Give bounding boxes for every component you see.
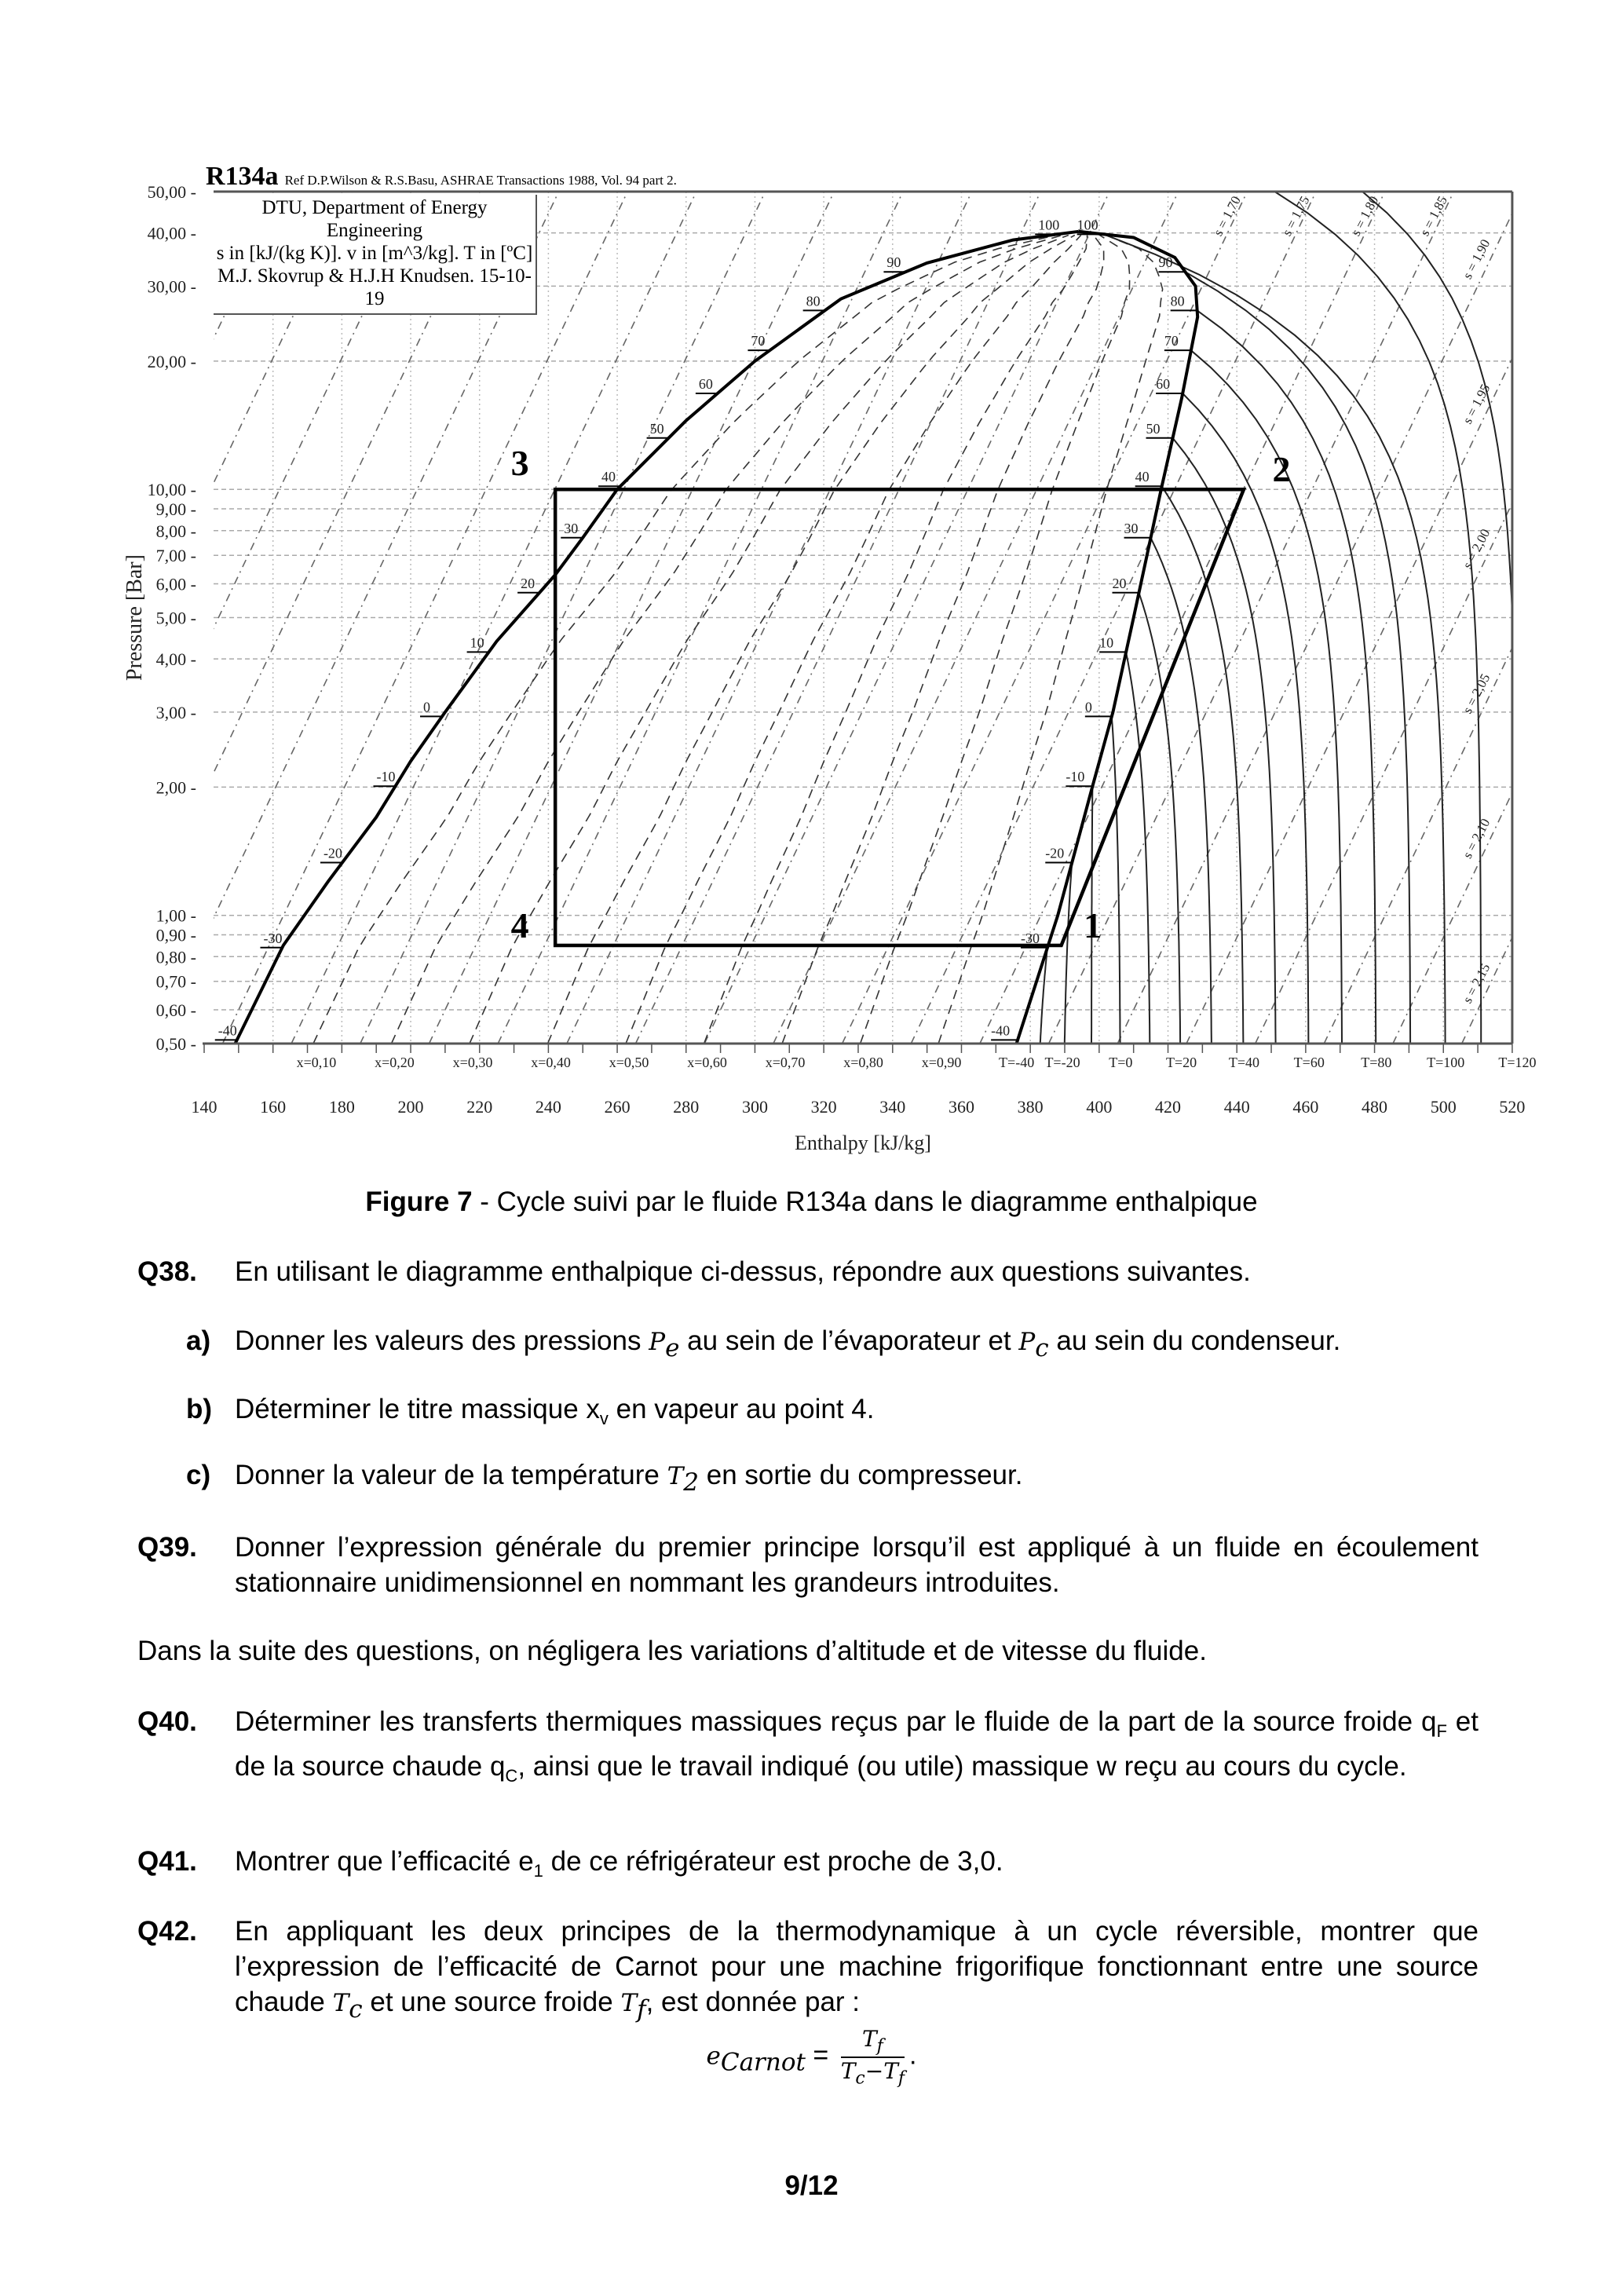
carnot-formula <box>0 2026 1623 2088</box>
y-tick-label: 5,00 - <box>155 608 196 628</box>
text: Donner les valeurs des pressions <box>235 1325 649 1356</box>
isentrope-label: s = 2,15 <box>1460 960 1493 1006</box>
formula-lhs-sub: Carnot <box>720 2048 806 2077</box>
y-tick-label: 0,90 - <box>155 925 196 945</box>
subquestion-a <box>235 1323 1479 1366</box>
isentrope-line <box>16 192 421 1044</box>
y-axis-label: Pressure [Bar] <box>122 554 147 681</box>
x-tick-label: 160 <box>260 1097 287 1117</box>
x-tick-label: 400 <box>1086 1097 1113 1117</box>
quality-label: x=0,60 <box>687 1055 727 1070</box>
isotherm-label: T=80 <box>1361 1055 1392 1070</box>
isentrope-line <box>223 192 628 1044</box>
text: en vapeur au point 4. <box>608 1394 875 1424</box>
liquid-temp-label: -30 <box>263 930 283 946</box>
liquid-temp-label: 50 <box>649 420 664 437</box>
quality-line <box>626 236 1081 1044</box>
x-tick-label: 420 <box>1155 1097 1182 1117</box>
liquid-temp-label: 90 <box>886 254 901 271</box>
text: Donner la valeur de la température <box>235 1460 667 1490</box>
symbol: T <box>861 2026 877 2052</box>
vapor-temp-label: 80 <box>1170 293 1185 309</box>
x-tick-label: 260 <box>604 1097 631 1117</box>
y-tick-label: 0,80 - <box>155 947 196 967</box>
liquid-temp-label: 30 <box>564 520 579 536</box>
cycle-point-label: 3 <box>510 443 529 484</box>
vapor-temp-label: 30 <box>1124 520 1139 536</box>
y-tick-label: 0,50 - <box>155 1034 196 1054</box>
isotherm-label: T=40 <box>1228 1055 1260 1070</box>
subscript: f <box>876 2036 883 2057</box>
text: Déterminer le titre massique x <box>235 1394 600 1424</box>
isotherm-label: T=20 <box>1165 1055 1197 1070</box>
text: , est donnée par : <box>645 1987 861 2017</box>
liquid-temp-label: 80 <box>806 293 821 309</box>
subscript: f <box>897 2068 905 2089</box>
vapor-temp-label: 40 <box>1135 469 1150 485</box>
saturated-liquid-curve <box>236 232 1079 1044</box>
quality-line <box>313 236 1056 1044</box>
page-number: 9/12 <box>784 2170 839 2201</box>
vapor-temp-label: 70 <box>1164 333 1179 349</box>
quality-line <box>470 236 1069 1044</box>
quality-label: x=0,20 <box>375 1055 415 1070</box>
liquid-temp-label: 0 <box>422 699 430 715</box>
y-tick-label: 0,70 - <box>155 971 196 992</box>
vapor-temp-label: 50 <box>1146 420 1161 437</box>
y-tick-label: 30,00 - <box>147 276 196 297</box>
x-tick-label: 200 <box>397 1097 424 1117</box>
isotherm-label: T=100 <box>1427 1055 1465 1070</box>
isotherm-label: T=0 <box>1109 1055 1133 1070</box>
question-text: Donner l’expression générale du premier principe lorsqu’il est appliqué à un fluide en écoulement stationnaire unidimensionnel en nommant les grandeurs introduites. <box>235 1532 1479 1598</box>
vapor-temp-label: -10 <box>1066 769 1085 785</box>
isotherm-label: T=-20 <box>1044 1055 1080 1070</box>
isentrope-line <box>1186 192 1592 1044</box>
isentrope-label: s = 1,80 <box>1347 193 1382 239</box>
isentrope-label: s = 2,00 <box>1460 526 1493 572</box>
cycle-point-label: 1 <box>1084 905 1102 945</box>
y-tick-label: 20,00 - <box>147 351 196 371</box>
text: de ce réfrigérateur est proche de 3,0. <box>543 1846 1003 1877</box>
x-tick-label: 520 <box>1499 1097 1526 1117</box>
text: au sein du condenseur. <box>1048 1325 1341 1356</box>
y-tick-label: 8,00 - <box>155 521 196 541</box>
y-tick-label: 40,00 - <box>147 223 196 243</box>
info-line: DTU, Department of Energy Engineering <box>261 197 488 241</box>
question-number: Q39. <box>137 1532 197 1563</box>
subquestion-label: c) <box>186 1460 211 1490</box>
chart-info-box <box>214 195 537 315</box>
liquid-temp-label: 20 <box>521 575 536 591</box>
y-tick-label: 10,00 - <box>147 480 196 500</box>
figure-number: Figure 7 <box>365 1186 473 1217</box>
subscript: 2 <box>683 1468 700 1497</box>
y-tick-label: 6,00 - <box>155 574 196 594</box>
symbol: T <box>883 2057 898 2084</box>
quality-label: x=0,80 <box>843 1055 883 1070</box>
isentrope-label: s = 2,10 <box>1460 816 1493 861</box>
x-tick-label: 320 <box>810 1097 837 1117</box>
question-number: Q38. <box>137 1256 197 1287</box>
y-tick-label: 9,00 - <box>155 499 196 520</box>
isentrope-label: s = 2,05 <box>1460 671 1493 716</box>
formula-end: . <box>909 2040 917 2071</box>
isotherm-label: T=-40 <box>999 1055 1035 1070</box>
liquid-temp-label: -40 <box>217 1022 237 1039</box>
formula-equals: = <box>813 2040 829 2071</box>
minus: − <box>865 2057 884 2084</box>
subscript: C <box>505 1766 518 1786</box>
liquid-temp-label: -10 <box>376 769 396 785</box>
x-tick-label: 380 <box>1017 1097 1044 1117</box>
text: , ainsi que le travail indiqué (ou utile) massique w reçu au cours du cycle. <box>517 1751 1407 1782</box>
symbol: T <box>332 1989 349 2017</box>
symbol: T <box>667 1462 684 1490</box>
isentrope-line <box>291 192 696 1044</box>
text: Déterminer les transferts thermiques massiques reçus par le fluide de la part de la source froide q <box>235 1706 1437 1737</box>
question-text <box>235 1914 1479 2027</box>
subscript: c <box>349 1995 363 2024</box>
question-text: En utilisant le diagramme enthalpique ci-dessus, répondre aux questions suivantes. <box>235 1256 1251 1287</box>
vapor-temp-label: 10 <box>1099 634 1114 651</box>
cycle-point-label: 2 <box>1272 449 1291 490</box>
refrigeration-cycle-path <box>555 489 1244 945</box>
isotherm-line <box>1186 272 1411 1044</box>
isentrope-label: s = 1,75 <box>1279 193 1313 239</box>
symbol: T <box>620 1989 638 2017</box>
x-tick-label: 240 <box>535 1097 561 1117</box>
figure-caption <box>0 1184 1623 1219</box>
liquid-temp-label: 40 <box>601 469 616 485</box>
isentrope-label: s = 1,95 <box>1460 381 1493 426</box>
x-tick-label: 280 <box>673 1097 700 1117</box>
x-tick-label: 440 <box>1223 1097 1250 1117</box>
vapor-temp-label: -40 <box>991 1022 1011 1039</box>
question-number: Q42. <box>137 1916 197 1947</box>
quality-label: x=0,90 <box>921 1055 962 1070</box>
liquid-temp-label: 60 <box>698 375 713 392</box>
quality-label: x=0,30 <box>452 1055 493 1070</box>
text: au sein de l’évaporateur et <box>679 1325 1019 1356</box>
vapor-temp-label: -30 <box>1020 930 1040 946</box>
symbol: P <box>649 1328 666 1356</box>
chart-title: R134a <box>206 162 279 191</box>
x-tick-label: 360 <box>948 1097 974 1117</box>
subscript: F <box>1436 1721 1447 1741</box>
chart-header <box>206 162 677 192</box>
formula-fraction <box>841 2026 905 2088</box>
y-tick-label: 3,00 - <box>155 702 196 722</box>
y-tick-label: 7,00 - <box>155 546 196 566</box>
question-text <box>235 1704 1479 1793</box>
isotherm-label: T=120 <box>1498 1055 1537 1070</box>
y-tick-label: 0,60 - <box>155 1000 196 1021</box>
vapor-temp-label: -20 <box>1045 845 1065 861</box>
symbol: T <box>840 2057 856 2084</box>
isentrope-line <box>843 192 1248 1044</box>
isentrope-line <box>567 192 972 1044</box>
quality-line <box>548 236 1075 1044</box>
plot-area <box>0 192 1623 1044</box>
instruction-note: Dans la suite des questions, on négligera les variations d’altitude et de vitesse du fluide. <box>137 1636 1207 1666</box>
question-number: Q41. <box>137 1846 197 1877</box>
subquestion-label: a) <box>186 1325 211 1356</box>
subscript: c <box>855 2068 865 2089</box>
subquestion-c <box>235 1457 1479 1501</box>
vapor-temp-label: 20 <box>1112 575 1127 591</box>
subscript: v <box>599 1409 609 1428</box>
x-axis-label: Enthalpy [kJ/kg] <box>794 1132 931 1154</box>
isentrope-label: s = 1,85 <box>1416 193 1450 239</box>
subscript: 1 <box>533 1861 543 1881</box>
liquid-temp-label: 100 <box>1038 217 1060 233</box>
subquestion-label: b) <box>186 1394 213 1424</box>
question-text <box>235 1844 1479 1888</box>
quality-label: x=0,10 <box>296 1055 337 1070</box>
x-tick-label: 220 <box>466 1097 493 1117</box>
liquid-temp-label: 70 <box>751 333 766 349</box>
subscript: c <box>1035 1334 1049 1362</box>
y-tick-label: 2,00 - <box>155 777 196 798</box>
subquestion-b <box>235 1391 1479 1436</box>
x-tick-label: 300 <box>741 1097 768 1117</box>
isotherm-line <box>1151 538 1212 1044</box>
quality-label: x=0,40 <box>531 1055 571 1070</box>
isentrope-label: s = 1,90 <box>1460 236 1493 282</box>
formula-denominator <box>841 2058 905 2089</box>
y-tick-label: 4,00 - <box>155 649 196 670</box>
y-tick-label: 1,00 - <box>155 905 196 926</box>
liquid-temp-label: -20 <box>323 845 342 861</box>
vapor-temp-label: 0 <box>1084 699 1092 715</box>
isotherm-line <box>1197 310 1376 1044</box>
chart-reference: Ref D.P.Wilson & R.S.Basu, ASHRAE Transactions 1988, Vol. 94 part 2. <box>284 173 677 188</box>
text: et de la source chaude q <box>235 1706 1479 1782</box>
liquid-temp-label: 10 <box>470 634 484 651</box>
isotherm-line <box>1112 716 1120 1044</box>
x-tick-label: 500 <box>1430 1097 1457 1117</box>
text: en sortie du compresseur. <box>699 1460 1023 1490</box>
subscript: f <box>637 1995 646 2024</box>
y-tick-label: 50,00 - <box>147 182 196 202</box>
x-tick-label: 460 <box>1292 1097 1319 1117</box>
subscript: e <box>665 1334 680 1362</box>
formula-lhs: e <box>706 2042 721 2071</box>
x-tick-label: 340 <box>879 1097 906 1117</box>
x-tick-label: 480 <box>1362 1097 1388 1117</box>
isentrope-label: s = 1,70 <box>1210 193 1244 239</box>
question-number: Q40. <box>137 1706 197 1737</box>
info-line: s in [kJ/(kg K)]. v in [m^3/kg]. T in [ºC] <box>216 243 533 264</box>
x-tick-label: 180 <box>328 1097 355 1117</box>
isotherm-label: T=60 <box>1293 1055 1325 1070</box>
figure-caption-text: - Cycle suivi par le fluide R134a dans le diagramme enthalpique <box>472 1186 1258 1217</box>
info-line: M.J. Skovrup & H.J.H Knudsen. 15-10-19 <box>217 265 532 309</box>
text: et une source froide <box>362 1987 621 2017</box>
quality-label: x=0,70 <box>765 1055 806 1070</box>
vapor-temp-label: 90 <box>1158 254 1173 271</box>
quality-label: x=0,50 <box>609 1055 649 1070</box>
text: En appliquant les deux principes de la thermodynamique à un cycle réversible, montrer que l’expression de l’efficacité de Carnot pour une machine frigorifique fonctionnant entre une source chaude <box>235 1916 1479 2017</box>
formula-numerator <box>841 2026 905 2058</box>
x-tick-label: 140 <box>191 1097 217 1117</box>
isotherm-line <box>1126 652 1150 1044</box>
symbol: P <box>1018 1328 1036 1356</box>
text: Montrer que l’efficacité e <box>235 1846 534 1877</box>
cycle-point-label: 4 <box>510 905 529 945</box>
vapor-temp-label: 100 <box>1077 217 1098 233</box>
vapor-temp-label: 60 <box>1156 375 1171 392</box>
